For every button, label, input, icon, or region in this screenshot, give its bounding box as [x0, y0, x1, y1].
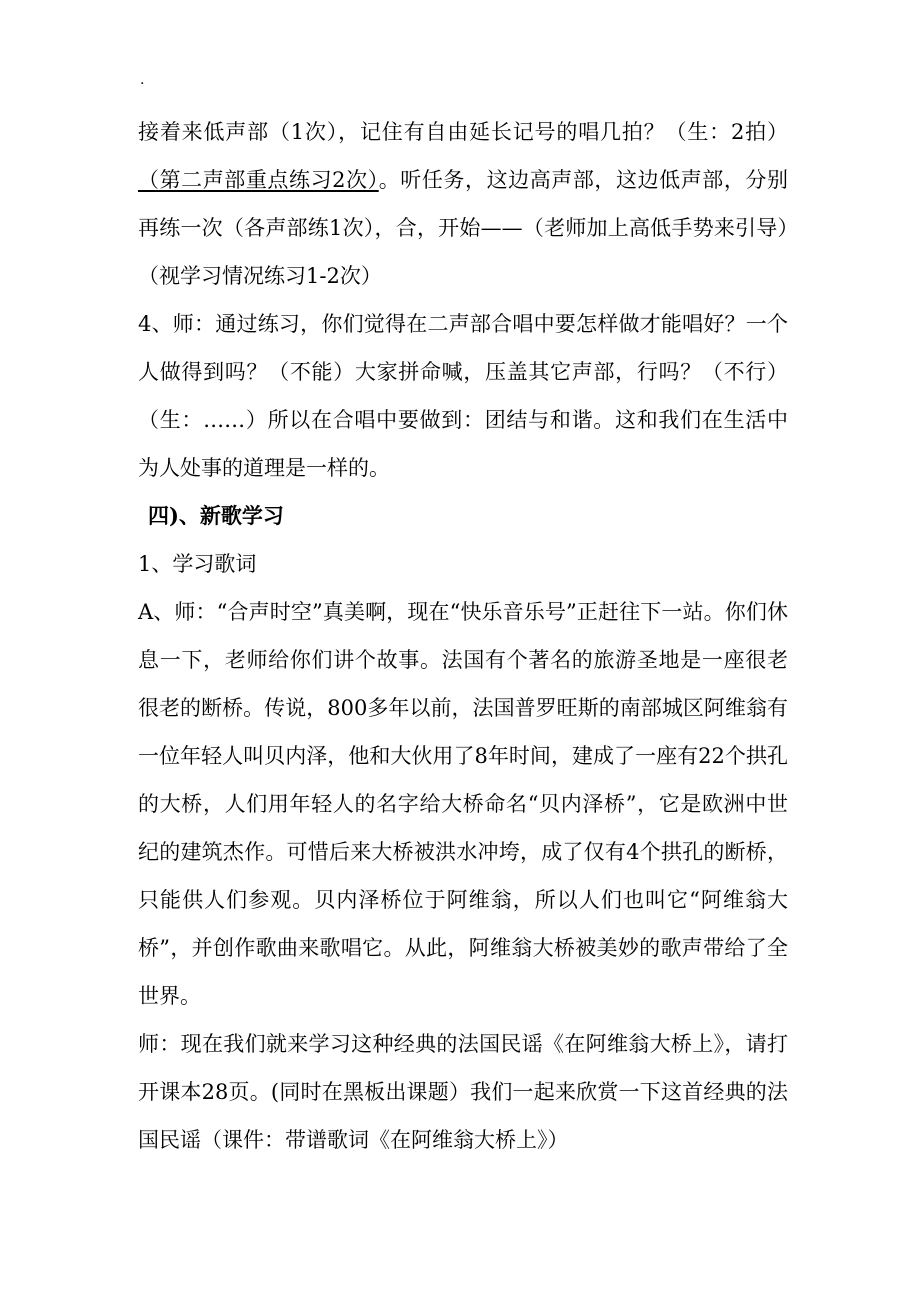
document-page	[138, 70, 788, 1164]
header-dot: .	[140, 72, 145, 88]
section-heading: 四)、新歌学习	[148, 503, 284, 528]
paragraph-low-voice-practice	[138, 108, 788, 300]
sub-heading: 1、学习歌词	[138, 552, 257, 576]
paragraph-harmony-discussion: 4、师：通过练习，你们觉得在二声部合唱中要怎样做才能唱好？一个人做得到吗？（不能）大家拼命喊，压盖其它声部，行吗？（不行）（生：……）所以在合唱中要做到：团结与和谐。这和我们在生活中为人处事的道理是一样的。	[138, 312, 788, 480]
paragraph-song-intro: 师：现在我们就来学习这种经典的法国民谣《在阿维翁大桥上》，请打开课本28页。(同时在黑板出课题）我们一起来欣赏一下这首经典的法国民谣（课件：带谱歌词《在阿维翁大桥上》）	[138, 1032, 788, 1152]
paragraph-text: 。听任务，这边高声部，这边低声部，分别再练一次（各声部练1次），合，开始——（老师加上高低手势来引导）（视学习情况练习1-2次）	[138, 168, 788, 288]
paragraph-bridge-story: A、师：“合声时空”真美啊，现在“快乐音乐号”正赶往下一站。你们休息一下，老师给你们讲个故事。法国有个著名的旅游圣地是一座很老很老的断桥。传说，800多年以前，法国普罗旺斯的南部城区阿维翁有一位年轻人叫贝内泽，他和大伙用了8年时间，建成了一座有22个拱孔的大桥，人们用年轻人的名字给大桥命名“贝内泽桥”，它是欧洲中世纪的建筑杰作。可惜后来大桥被洪水冲垮，成了仅有4个拱孔的断桥，只能供人们参观。贝内泽桥位于阿维翁，所以人们也叫它“阿维翁大桥”，并创作歌曲来歌唱它。从此，阿维翁大桥被美妙的歌声带给了全世界。	[138, 600, 788, 1008]
paragraph-text: 接着来低声部（1次），记住有自由延长记号的唱几拍？（生：2拍）	[138, 120, 788, 144]
underlined-note: （第二声部重点练习2次）	[138, 168, 379, 192]
